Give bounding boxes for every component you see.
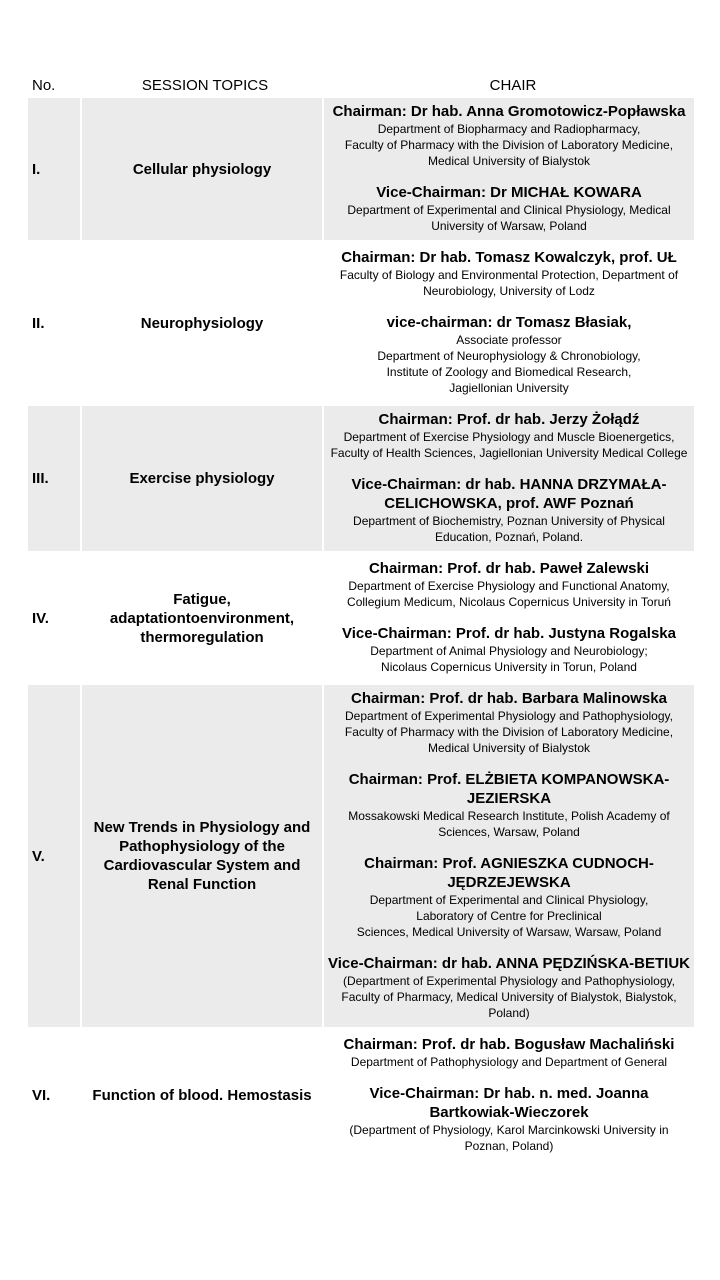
chair-entry bbox=[377, 313, 640, 396]
session-topic: Neurophysiology bbox=[140, 314, 264, 332]
chair-entry bbox=[347, 559, 671, 610]
chair-affiliation: Department of Animal Physiology and Neurobiology; Nicolaus Copernicus University in Torun, Poland bbox=[370, 644, 648, 674]
chair-name: Chairman: Prof. dr hab. Jerzy Żołądź bbox=[378, 411, 640, 428]
chair-cell bbox=[324, 406, 694, 551]
header-session-topics: SESSION TOPICS bbox=[141, 76, 269, 94]
session-topic: Fatigue, adaptationtoenvironment, thermoregulation bbox=[109, 590, 295, 646]
chair-name: Vice-Chairman: Dr hab. n. med. Joanna Bartkowiak-Wieczorek bbox=[369, 1085, 649, 1121]
chair-affiliation: Faculty of Biology and Environmental Protection, Department of Neurobiology, University of Lodz bbox=[339, 268, 679, 298]
table-body bbox=[28, 98, 700, 1160]
chair-affiliation: (Department of Physiology, Karol Marcinkowski University in Poznan, Poland) bbox=[349, 1123, 669, 1153]
table-row bbox=[28, 685, 700, 1027]
table-row bbox=[28, 1031, 700, 1160]
chair-entry bbox=[328, 183, 690, 234]
chair-affiliation: Department of Experimental and Clinical Physiology, Laboratory of Centre for Preclinical Sciences, Medical University of Warsaw, Warsaw, Poland bbox=[356, 893, 662, 939]
table-row bbox=[28, 555, 700, 681]
chair-name: Chairman: Dr hab. Anna Gromotowicz-Popławska bbox=[332, 103, 686, 120]
sessions-table bbox=[28, 72, 700, 1164]
session-number: I. bbox=[28, 98, 80, 240]
header-chair: CHAIR bbox=[489, 76, 537, 94]
session-number: II. bbox=[32, 314, 45, 332]
chair-name: Vice-Chairman: Prof. dr hab. Justyna Rogalska bbox=[342, 625, 676, 642]
chair-affiliation: Department of Biochemistry, Poznan University of Physical Education, Poznań, Poland. bbox=[353, 514, 665, 544]
chair-cell bbox=[324, 685, 694, 1027]
chair-entry bbox=[333, 102, 686, 169]
chair-entry bbox=[328, 689, 690, 756]
chair-name: vice-chairman: dr Tomasz Błasiak, bbox=[386, 314, 632, 331]
chair-name: Vice-Chairman: Dr MICHAŁ KOWARA bbox=[376, 184, 642, 201]
chair-name: Vice-Chairman: dr hab. HANNA DRZYMAŁA-CELICHOWSKA, prof. AWF Poznań bbox=[351, 476, 667, 512]
table-header bbox=[28, 72, 700, 98]
chair-affiliation: Department of Biopharmacy and Radiopharmacy, Faculty of Pharmacy with the Division of Laboratory Medicine, Medical University of Bialystok bbox=[344, 122, 674, 168]
chair-entry bbox=[328, 954, 690, 1021]
chair-entry bbox=[328, 475, 690, 545]
chair-entry bbox=[328, 854, 690, 940]
chair-name: Chairman: Prof. dr hab. Paweł Zalewski bbox=[368, 560, 650, 577]
session-number: III. bbox=[28, 406, 80, 551]
header-no: No. bbox=[32, 76, 56, 94]
session-number: IV. bbox=[32, 609, 49, 627]
chair-entry bbox=[328, 1084, 690, 1154]
chair-name: Chairman: Prof. dr hab. Barbara Malinowska bbox=[351, 690, 667, 707]
chair-affiliation: Mossakowski Medical Research Institute, Polish Academy of Sciences, Warsaw, Poland bbox=[348, 809, 670, 839]
chair-affiliation: Department of Exercise Physiology and Muscle Bioenergetics, Faculty of Health Sciences, Jagiellonian University Medical College bbox=[330, 430, 688, 460]
chair-affiliation: Department of Pathophysiology and Department of General bbox=[350, 1055, 668, 1069]
session-number: V. bbox=[28, 685, 80, 1027]
chair-affiliation: Department of Experimental Physiology and Pathophysiology, Faculty of Pharmacy with the Division of Laboratory Medicine, Medical University of Bialystok bbox=[344, 709, 674, 755]
table-row bbox=[28, 244, 700, 402]
table-row bbox=[28, 406, 700, 551]
chair-cell bbox=[324, 555, 694, 681]
chair-name: Chairman: Prof. ELŻBIETA KOMPANOWSKA-JEZIERSKA bbox=[348, 771, 670, 807]
session-topic: Function of blood. Hemostasis bbox=[92, 1087, 312, 1104]
session-topic: Exercise physiology bbox=[82, 406, 322, 551]
session-topic: Cellular physiology bbox=[82, 98, 322, 240]
chair-entry bbox=[328, 770, 690, 840]
chair-cell bbox=[324, 244, 694, 402]
chair-entry bbox=[328, 248, 690, 299]
chair-entry bbox=[328, 410, 690, 461]
chair-name: Vice-Chairman: dr hab. ANNA PĘDZIŃSKA-BETIUK bbox=[328, 955, 690, 972]
chair-entry bbox=[342, 624, 676, 675]
chair-name: Chairman: Prof. AGNIESZKA CUDNOCH-JĘDRZEJEWSKA bbox=[364, 855, 654, 891]
chair-cell bbox=[324, 98, 694, 240]
chair-cell bbox=[324, 1031, 694, 1160]
chair-name: Chairman: Prof. dr hab. Bogusław Machaliński bbox=[343, 1036, 675, 1053]
chair-name: Chairman: Dr hab. Tomasz Kowalczyk, prof. UŁ bbox=[341, 249, 677, 266]
chair-affiliation: Department of Exercise Physiology and Functional Anatomy, Collegium Medicum, Nicolaus Copernicus University in Toruń bbox=[347, 579, 671, 609]
chair-entry bbox=[344, 1035, 675, 1070]
table-row bbox=[28, 98, 700, 240]
session-number: VI. bbox=[32, 1087, 51, 1104]
session-topic: New Trends in Physiology and Pathophysiology of the Cardiovascular System and Renal Function bbox=[82, 685, 322, 1027]
chair-affiliation: Department of Experimental and Clinical Physiology, Medical University of Warsaw, Poland bbox=[347, 203, 671, 233]
chair-affiliation: Associate professor Department of Neurophysiology & Chronobiology, Institute of Zoology and Biomedical Research, Jagiellonian University bbox=[377, 333, 641, 395]
chair-affiliation: (Department of Experimental Physiology and Pathophysiology, Faculty of Pharmacy, Medical University of Bialystok, Bialystok, Poland) bbox=[341, 974, 677, 1020]
